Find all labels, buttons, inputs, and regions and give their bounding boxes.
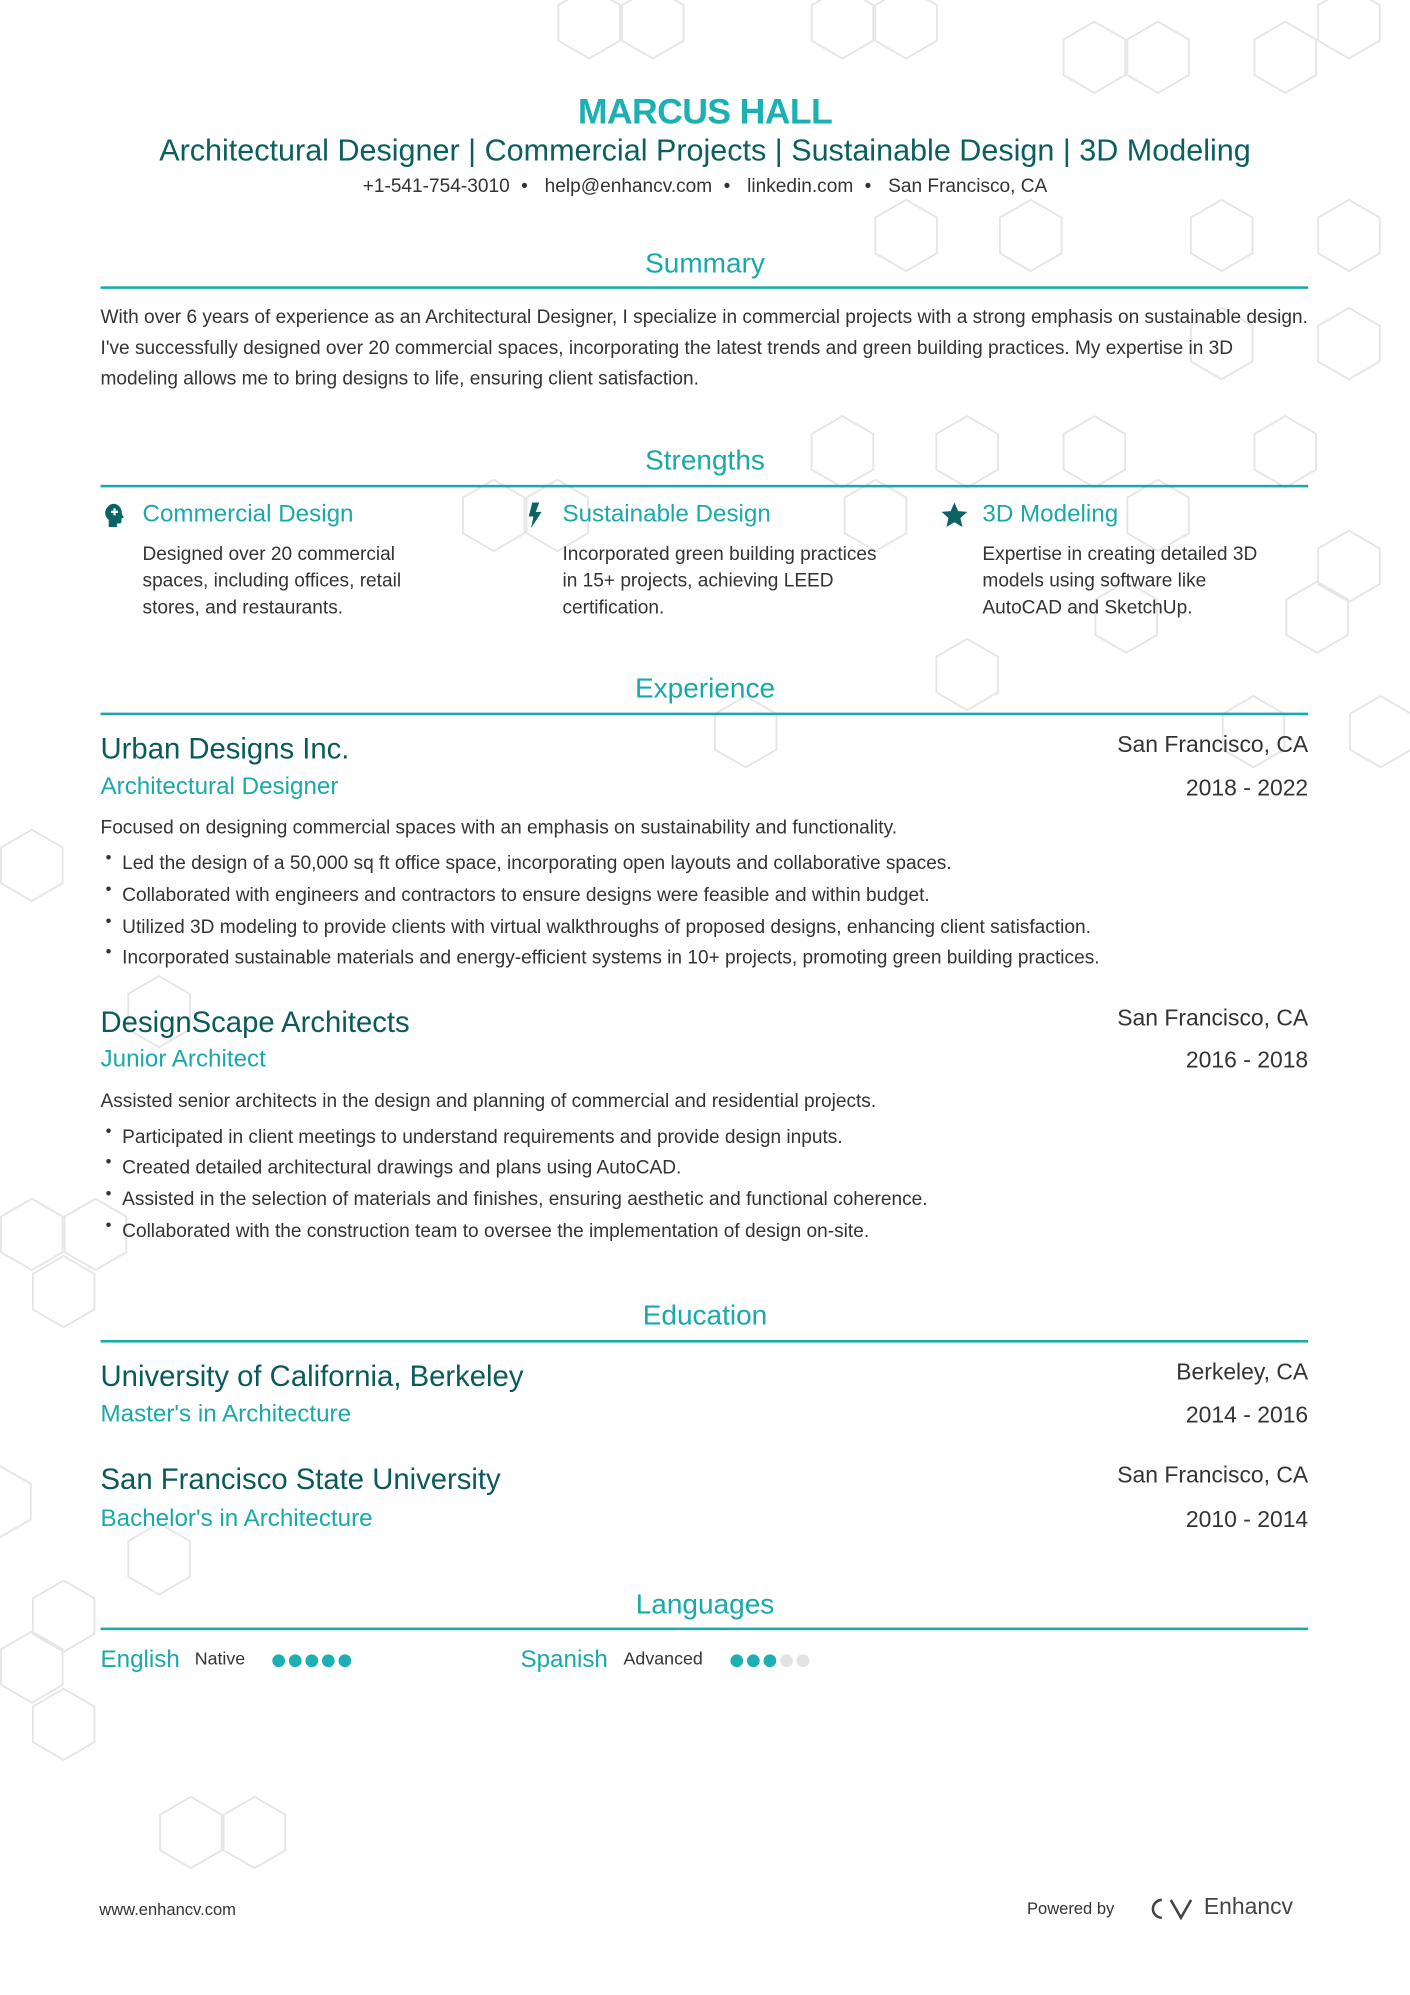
hexagon-shape [1127, 22, 1189, 93]
enhancv-logo-icon [1145, 1895, 1196, 1923]
hexagon-shape [33, 1689, 95, 1760]
hexagon-shape [1254, 22, 1316, 93]
language-rating [272, 1654, 351, 1667]
degree: Master's in Architecture [100, 1401, 352, 1428]
company-name: Urban Designs Inc. [100, 731, 350, 765]
hexagon-shape [715, 696, 777, 767]
job-bullet: • Created detailed architectural drawings and plans using AutoCAD. [109, 1157, 681, 1179]
lightning-icon [522, 501, 550, 529]
enhancv-brand: Enhancv [1203, 1893, 1294, 1920]
hexagon-shape [1, 830, 63, 901]
candidate-name: MARCUS HALL [577, 91, 833, 132]
strength-title: 3D Modeling [982, 501, 1119, 529]
strength-description: Designed over 20 commercial spaces, including offices, retail stores, and restaurants. [142, 543, 402, 619]
hexagon-shape [1064, 22, 1126, 93]
hexagon-shape [463, 480, 525, 551]
school-location: Berkeley, CA [1176, 1359, 1309, 1385]
rating-dot-filled [730, 1654, 743, 1667]
star-icon [940, 501, 968, 529]
hexagon-shape [128, 1523, 190, 1594]
hexagon-shape [1, 1199, 63, 1270]
language-level: Native [194, 1647, 246, 1669]
summary-text: With over 6 years of experience as an Architectural Designer, I specialize in commercial projects with a strong emphasis on sustainable design. I've successfully designed over 20 commercial spaces, incorporating the latest trends and green building practices. My expertise in 3D modeling allows me to bring designs to life, ensuring client satisfaction. [100, 306, 1308, 390]
brain-head-icon [101, 501, 129, 529]
powered-by-label: Powered by [1026, 1898, 1115, 1918]
candidate-title: Architectural Designer | Commercial Projects | Sustainable Design | 3D Modeling [159, 133, 1251, 168]
school-location: San Francisco, CA [1117, 1462, 1309, 1488]
rating-dot-filled [747, 1654, 760, 1667]
contact-line: +1-541-754-3010 • help@enhancv.com • linkedin.com • San Francisco, CA [362, 175, 1048, 198]
school-name: San Francisco State University [100, 1462, 501, 1496]
strength-title: Sustainable Design [562, 501, 771, 529]
job-location: San Francisco, CA [1117, 1005, 1309, 1031]
hexagon-shape [875, 0, 937, 59]
language-name: Spanish [520, 1646, 608, 1674]
job-bullet: • Participated in client meetings to understand requirements and provide design inputs. [109, 1126, 842, 1148]
rating-dot-filled [339, 1654, 352, 1667]
job-location: San Francisco, CA [1117, 731, 1309, 758]
rating-dot-filled [322, 1654, 335, 1667]
job-dates: 2018 - 2022 [1185, 774, 1309, 801]
hexagon-shape [1318, 531, 1380, 602]
job-dates: 2016 - 2018 [1185, 1047, 1309, 1073]
rating-dot-empty [780, 1654, 793, 1667]
email[interactable]: help@enhancv.com [544, 175, 713, 198]
strength-description: Incorporated green building practices in 15+ projects, achieving LEED certification. [562, 543, 877, 619]
hexagon-shape [812, 0, 874, 59]
languages-divider [101, 1628, 1309, 1631]
summary-divider [101, 286, 1309, 289]
hexagon-shape [1, 1631, 63, 1702]
job-bullet: • Assisted in the selection of materials and finishes, ensuring aesthetic and functional coherence. [109, 1189, 927, 1211]
language-level: Advanced [623, 1647, 703, 1669]
job-bullet: • Incorporated sustainable materials and energy-efficient systems in 10+ projects, promoting green building practices. [109, 947, 1099, 969]
footer-url[interactable]: www.enhancv.com [99, 1899, 236, 1920]
language-rating [730, 1654, 809, 1667]
strength-description: Expertise in creating detailed 3D models using software like AutoCAD and SketchUp. [982, 543, 1258, 619]
job-bullet: • Led the design of a 50,000 sq ft office space, incorporating open layouts and collaborative spaces. [109, 853, 951, 875]
hexagon-shape [0, 1466, 31, 1537]
summary-heading: Summary [645, 246, 765, 279]
languages-heading: Languages [635, 1588, 775, 1620]
experience-heading: Experience [634, 671, 776, 704]
rating-dot-empty [797, 1654, 810, 1667]
hexagon-shape [160, 1797, 222, 1868]
hexagon-shape [1286, 582, 1348, 653]
job-description: Focused on designing commercial spaces with an emphasis on sustainability and functionality. [100, 816, 898, 839]
hexagon-shape [558, 0, 620, 59]
language-name: English [100, 1646, 180, 1674]
rating-dot-filled [305, 1654, 318, 1667]
hexagon-shape [1350, 696, 1410, 767]
rating-dot-filled [272, 1654, 285, 1667]
education-dates: 2010 - 2014 [1185, 1506, 1309, 1533]
job-role: Architectural Designer [100, 773, 339, 801]
strengths-divider [101, 485, 1309, 488]
strengths-heading: Strengths [645, 444, 765, 476]
hexagon-shape [224, 1797, 286, 1868]
hexagon-shape [622, 0, 684, 59]
education-dates: 2014 - 2016 [1185, 1402, 1309, 1428]
phone[interactable]: +1-541-754-3010 [362, 175, 510, 198]
education-divider [101, 1340, 1309, 1343]
education-heading: Education [642, 1299, 768, 1332]
school-name: University of California, Berkeley [100, 1359, 524, 1393]
degree: Bachelor's in Architecture [100, 1505, 373, 1533]
job-bullet: • Collaborated with engineers and contractors to ensure designs were feasible and within budget. [109, 884, 929, 906]
strength-title: Commercial Design [142, 501, 354, 529]
hexagon-shape [1318, 0, 1380, 59]
job-description: Assisted senior architects in the design and planning of commercial and residential projects. [100, 1090, 877, 1113]
hexagon-shape [1318, 308, 1380, 379]
location: San Francisco, CA [888, 175, 1048, 198]
rating-dot-filled [289, 1654, 302, 1667]
job-role: Junior Architect [100, 1046, 266, 1073]
company-name: DesignScape Architects [100, 1005, 410, 1039]
linkedin-link[interactable]: linkedin.com [747, 175, 854, 198]
job-bullet: • Collaborated with the construction team to oversee the implementation of design on-site. [109, 1220, 869, 1242]
job-bullet: • Utilized 3D modeling to provide clients with virtual walkthroughs of proposed designs, enhancing client satisfaction. [109, 916, 1090, 938]
experience-divider [101, 713, 1309, 716]
rating-dot-filled [764, 1654, 777, 1667]
